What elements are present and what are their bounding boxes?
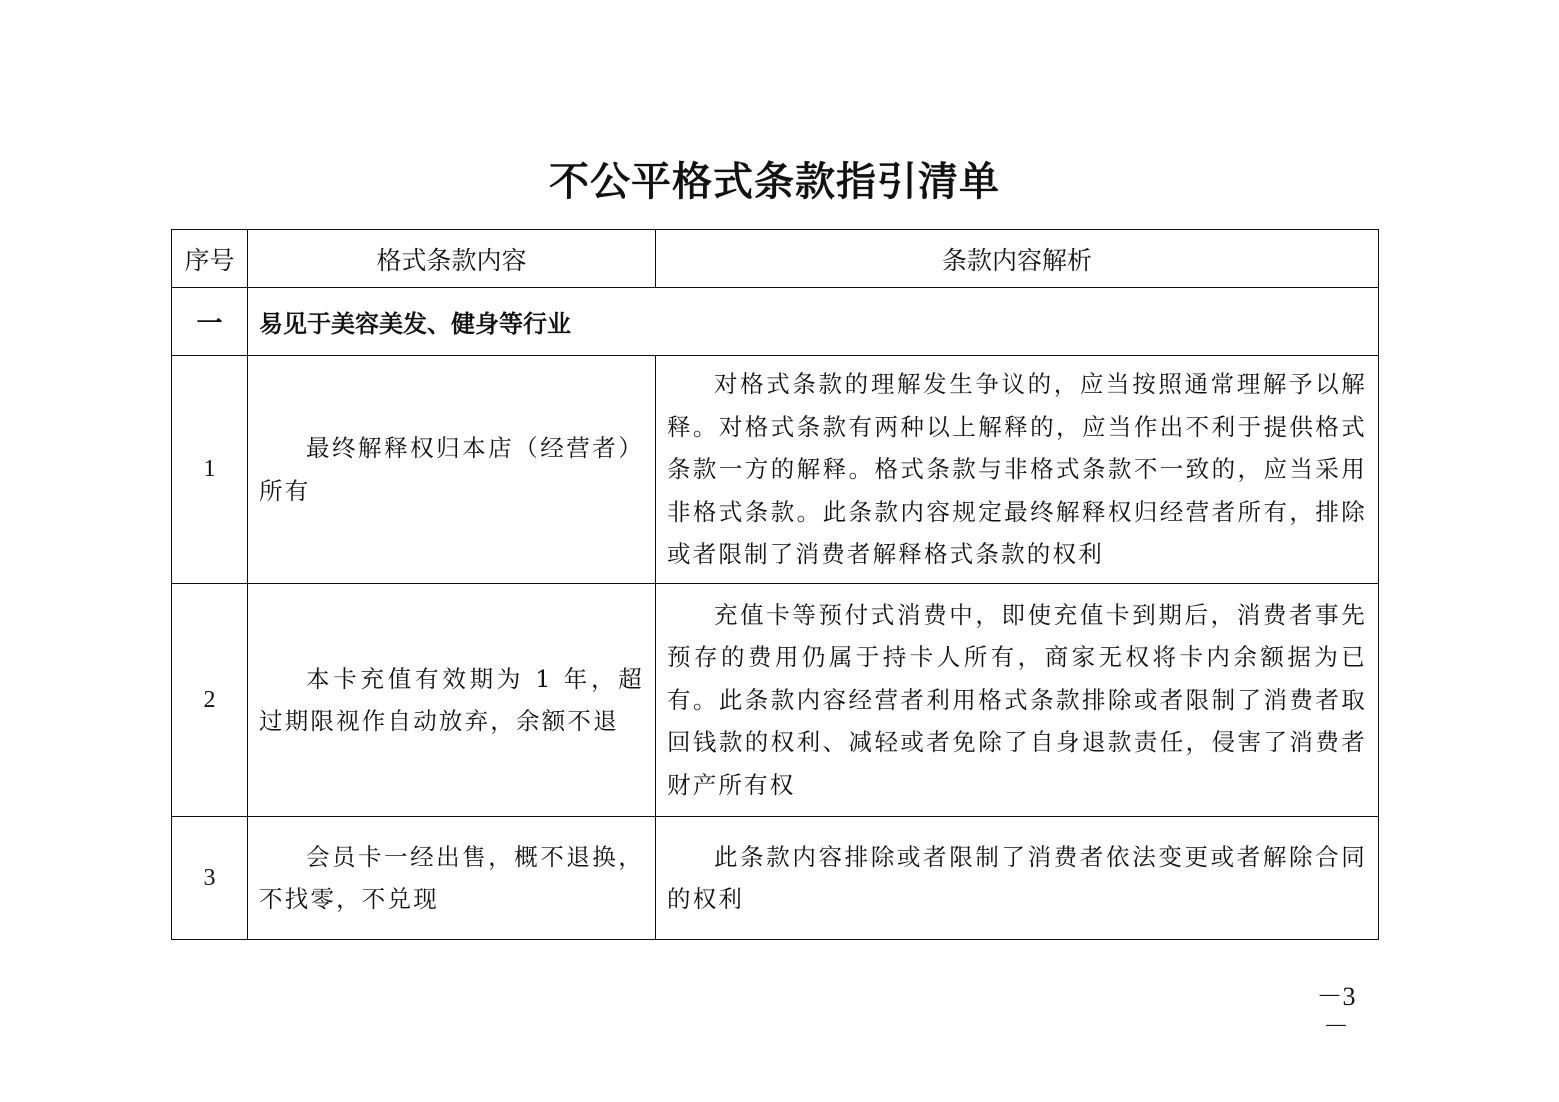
row-number: 2 — [172, 584, 248, 817]
clause-analysis-cell — [656, 584, 1379, 817]
clause-analysis-text: 此条款内容排除或者限制了消费者依法变更或者解除合同的权利 — [667, 842, 1367, 913]
document-title: 不公平格式条款指引清单 — [549, 158, 1000, 205]
page-number: －3－ — [1316, 982, 1356, 1041]
section-number: 一 — [172, 288, 248, 356]
clause-content-cell — [248, 584, 656, 817]
header-clause-analysis: 条款内容解析 — [656, 230, 1379, 288]
clause-analysis-text: 充值卡等预付式消费中，即使充值卡到期后，消费者事先预存的费用仍属于持卡人所有，商家无权将卡内余额据为已有。此条款内容经营者利用格式条款排除或者限制了消费者取回钱款的权利、减轻或者免除了自身退款责任，侵害了消费者财产所有权 — [667, 600, 1367, 799]
unfair-clause-table — [171, 229, 1379, 940]
clause-analysis-cell — [656, 356, 1379, 584]
table-header-row — [172, 230, 1379, 288]
table-row — [172, 817, 1379, 940]
clause-analysis-text: 对格式条款的理解发生争议的，应当按照通常理解予以解释。对格式条款有两种以上解释的，应当作出不利于提供格式条款一方的解释。格式条款与非格式条款不一致的，应当采用非格式条款。此条款内容规定最终解释权归经营者所有，排除或者限制了消费者解释格式条款的权利 — [667, 370, 1367, 569]
section-title: 易见于美容美发、健身等行业 — [248, 288, 1379, 356]
clause-content-cell — [248, 817, 656, 940]
section-row — [172, 288, 1379, 356]
table-row — [172, 356, 1379, 584]
header-serial-number: 序号 — [172, 230, 248, 288]
row-number: 3 — [172, 817, 248, 940]
clause-analysis-cell — [656, 817, 1379, 940]
header-clause-content: 格式条款内容 — [248, 230, 656, 288]
row-number: 1 — [172, 356, 248, 584]
clause-content-text: 会员卡一经出售，概不退换，不找零，不兑现 — [259, 842, 644, 913]
clause-content-cell — [248, 356, 656, 584]
table-row — [172, 584, 1379, 817]
clause-content-text: 本卡充值有效期为 1 年，超过期限视作自动放弃，余额不退 — [259, 664, 644, 735]
clause-content-text: 最终解释权归本店（经营者）所有 — [259, 434, 644, 505]
